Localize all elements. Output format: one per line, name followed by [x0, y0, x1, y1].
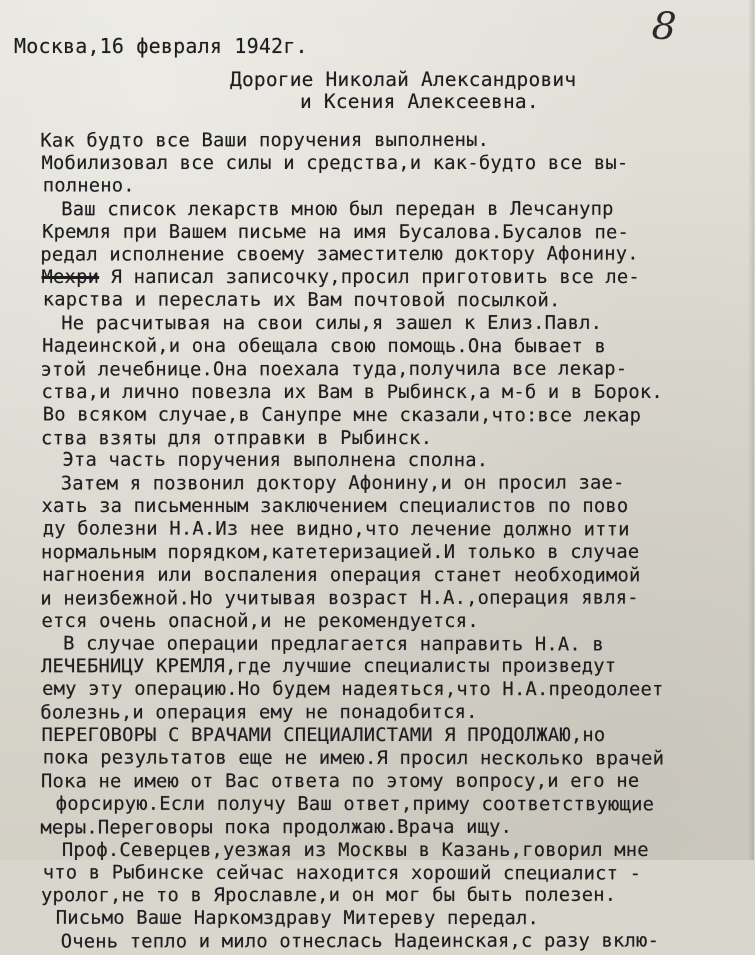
- body-line: [1, 175, 755, 199]
- body-line: [0, 702, 753, 726]
- body-line: [0, 816, 753, 840]
- body-line-text: В случае операции предлагается направить Н.А. в: [63, 633, 604, 655]
- body-line: [0, 725, 754, 748]
- salutation-line-2: и Ксения Алексеевна.: [300, 90, 539, 113]
- body-line: [1, 404, 755, 428]
- body-line: [0, 496, 754, 519]
- body-line: [0, 840, 754, 863]
- body-line: [1, 793, 755, 817]
- body-line-text: Кремля при Вашем письме на имя Бусалова.Бусалов пе-: [42, 221, 630, 243]
- body-line: [0, 129, 753, 153]
- body-line-text: форсирую.Если получу Ваш ответ,приму соответствующие: [55, 793, 655, 816]
- body-line: [1, 862, 755, 886]
- body-line-text: и неизбежной.Но учитывая возраст Н.А.,операция явля-: [40, 587, 639, 610]
- body-line: [1, 290, 755, 314]
- body-line-text: ему эту операцию.Но будем надеяться,что Н.А.преодолеет: [42, 679, 664, 701]
- body-line-text: хать за письменным заключением специалистов по пово: [41, 496, 629, 518]
- body-line: [0, 244, 753, 268]
- body-line: [0, 358, 753, 382]
- body-line: [0, 771, 753, 795]
- body-line: [0, 382, 754, 405]
- body-line: [1, 908, 755, 932]
- body-line-text: что в Рыбинске сейчас находится хороший специалист -: [42, 861, 642, 884]
- body-line: [1, 221, 755, 245]
- body-line-text: Во всяком случае,в Санупре мне сказали,что:все лекар: [42, 404, 642, 427]
- body-line-text: Мобилизовал все силы и средства,и как-будто все вы-: [41, 152, 629, 174]
- body-line-text: Пока не имею от Вас ответа по этому вопросу,и его не: [40, 770, 640, 793]
- body-line: [0, 267, 754, 290]
- body-line-text: ПЕРЕГОВОРЫ С ВРАЧАМИ СПЕЦИАЛИСТАМИ Я ПРОДОЛЖАЮ,но: [41, 725, 606, 747]
- body-line: [1, 565, 755, 589]
- struck-word: Мехри: [41, 267, 100, 289]
- body-line-text: Письмо Ваше Наркомздраву Митереву передал.: [55, 908, 540, 930]
- body-line: [1, 747, 755, 771]
- body-line-text: Надеинской,и она обещала свою помощь.Она бывает в: [42, 335, 607, 358]
- body-line: [0, 198, 753, 222]
- body-line: [0, 885, 753, 909]
- body-line-text: меры.Переговоры пока продолжаю.Врача ищу.: [40, 816, 513, 839]
- body-line-text: ЛЕЧЕБНИЦУ КРЕМЛЯ,где лучшие специалисты произведут: [40, 656, 617, 678]
- body-line-text: ства,и лично повезла их Вам в Рыбинск,а м-б и в Борок.: [41, 381, 663, 403]
- body-line: [0, 427, 753, 451]
- body-line: [0, 313, 753, 337]
- body-line-text: Как будто все Ваши поручения выполнены.: [40, 129, 490, 152]
- body-line-text: уролог,не то в Ярославле,и он мог бы быть полезен.: [40, 885, 617, 907]
- body-line: [1, 633, 755, 657]
- body-line: [1, 679, 755, 703]
- body-line: [0, 611, 754, 634]
- letter-body: [0, 130, 754, 954]
- body-line: [1, 336, 755, 360]
- body-line-text: Эта часть поручения выполнена сполна.: [62, 450, 489, 472]
- body-line: [0, 587, 753, 611]
- body-line-text: Я написал записочку,просил приготовить все ле-: [110, 267, 640, 289]
- body-line: [1, 518, 755, 542]
- body-line-text: Проф.Северцев,уезжая из Москвы в Казань,говорил мне: [61, 839, 649, 861]
- body-line: [1, 450, 755, 474]
- body-line: [0, 656, 753, 680]
- body-line-text: ства взяты для отправки в Рыбинск.: [40, 427, 433, 449]
- body-line: [0, 931, 753, 955]
- body-line-text: Ваш список лекарств мною был передан в Лечсанупр: [61, 198, 614, 220]
- body-line: [0, 473, 753, 497]
- body-line-text: нагноения или воспаления операция станет необходимой: [42, 564, 641, 587]
- body-line: [0, 153, 754, 176]
- body-line-text: полнено.: [42, 175, 135, 197]
- date-line: Москва,16 февраля 1942г.: [14, 34, 308, 58]
- body-line-text: карства и переслать их Вам почтовой посылкой.: [42, 289, 561, 312]
- handwritten-page-number: 8: [650, 3, 678, 49]
- body-line-text: Затем я позвонил доктору Афонину,и он просил зае-: [60, 472, 625, 495]
- body-line-text: ду болезни Н.А.Из нее видно,что лечение должно итти: [42, 518, 630, 541]
- paper-edge-shadow: [748, 0, 754, 860]
- body-line-text: Очень тепло и мило отнеслась Надеинская,с разу вклю-: [60, 930, 660, 953]
- body-line-text: пока результатов еще не имею.Я просил несколько врачей: [42, 747, 665, 770]
- body-line-text: болезнь,и операция ему не понадобится.: [40, 702, 478, 724]
- body-line-text: редал исполнение своему заместителю доктору Афонину.: [40, 243, 639, 267]
- salutation-line-1: Дорогие Николай Александрович: [230, 68, 577, 91]
- body-line-text: этой лечебнице.Она поехала туда,получила все лекар-: [40, 358, 628, 381]
- body-line-text: ется очень опасной,и не рекомендуется.: [41, 610, 479, 632]
- body-line-text: нормальным порядком,катетеризацией.И только в случае: [40, 541, 640, 564]
- body-line: [0, 542, 753, 566]
- body-line-text: Не расчитывая на свои силы,я зашел к Елиз.Павл.: [61, 312, 603, 335]
